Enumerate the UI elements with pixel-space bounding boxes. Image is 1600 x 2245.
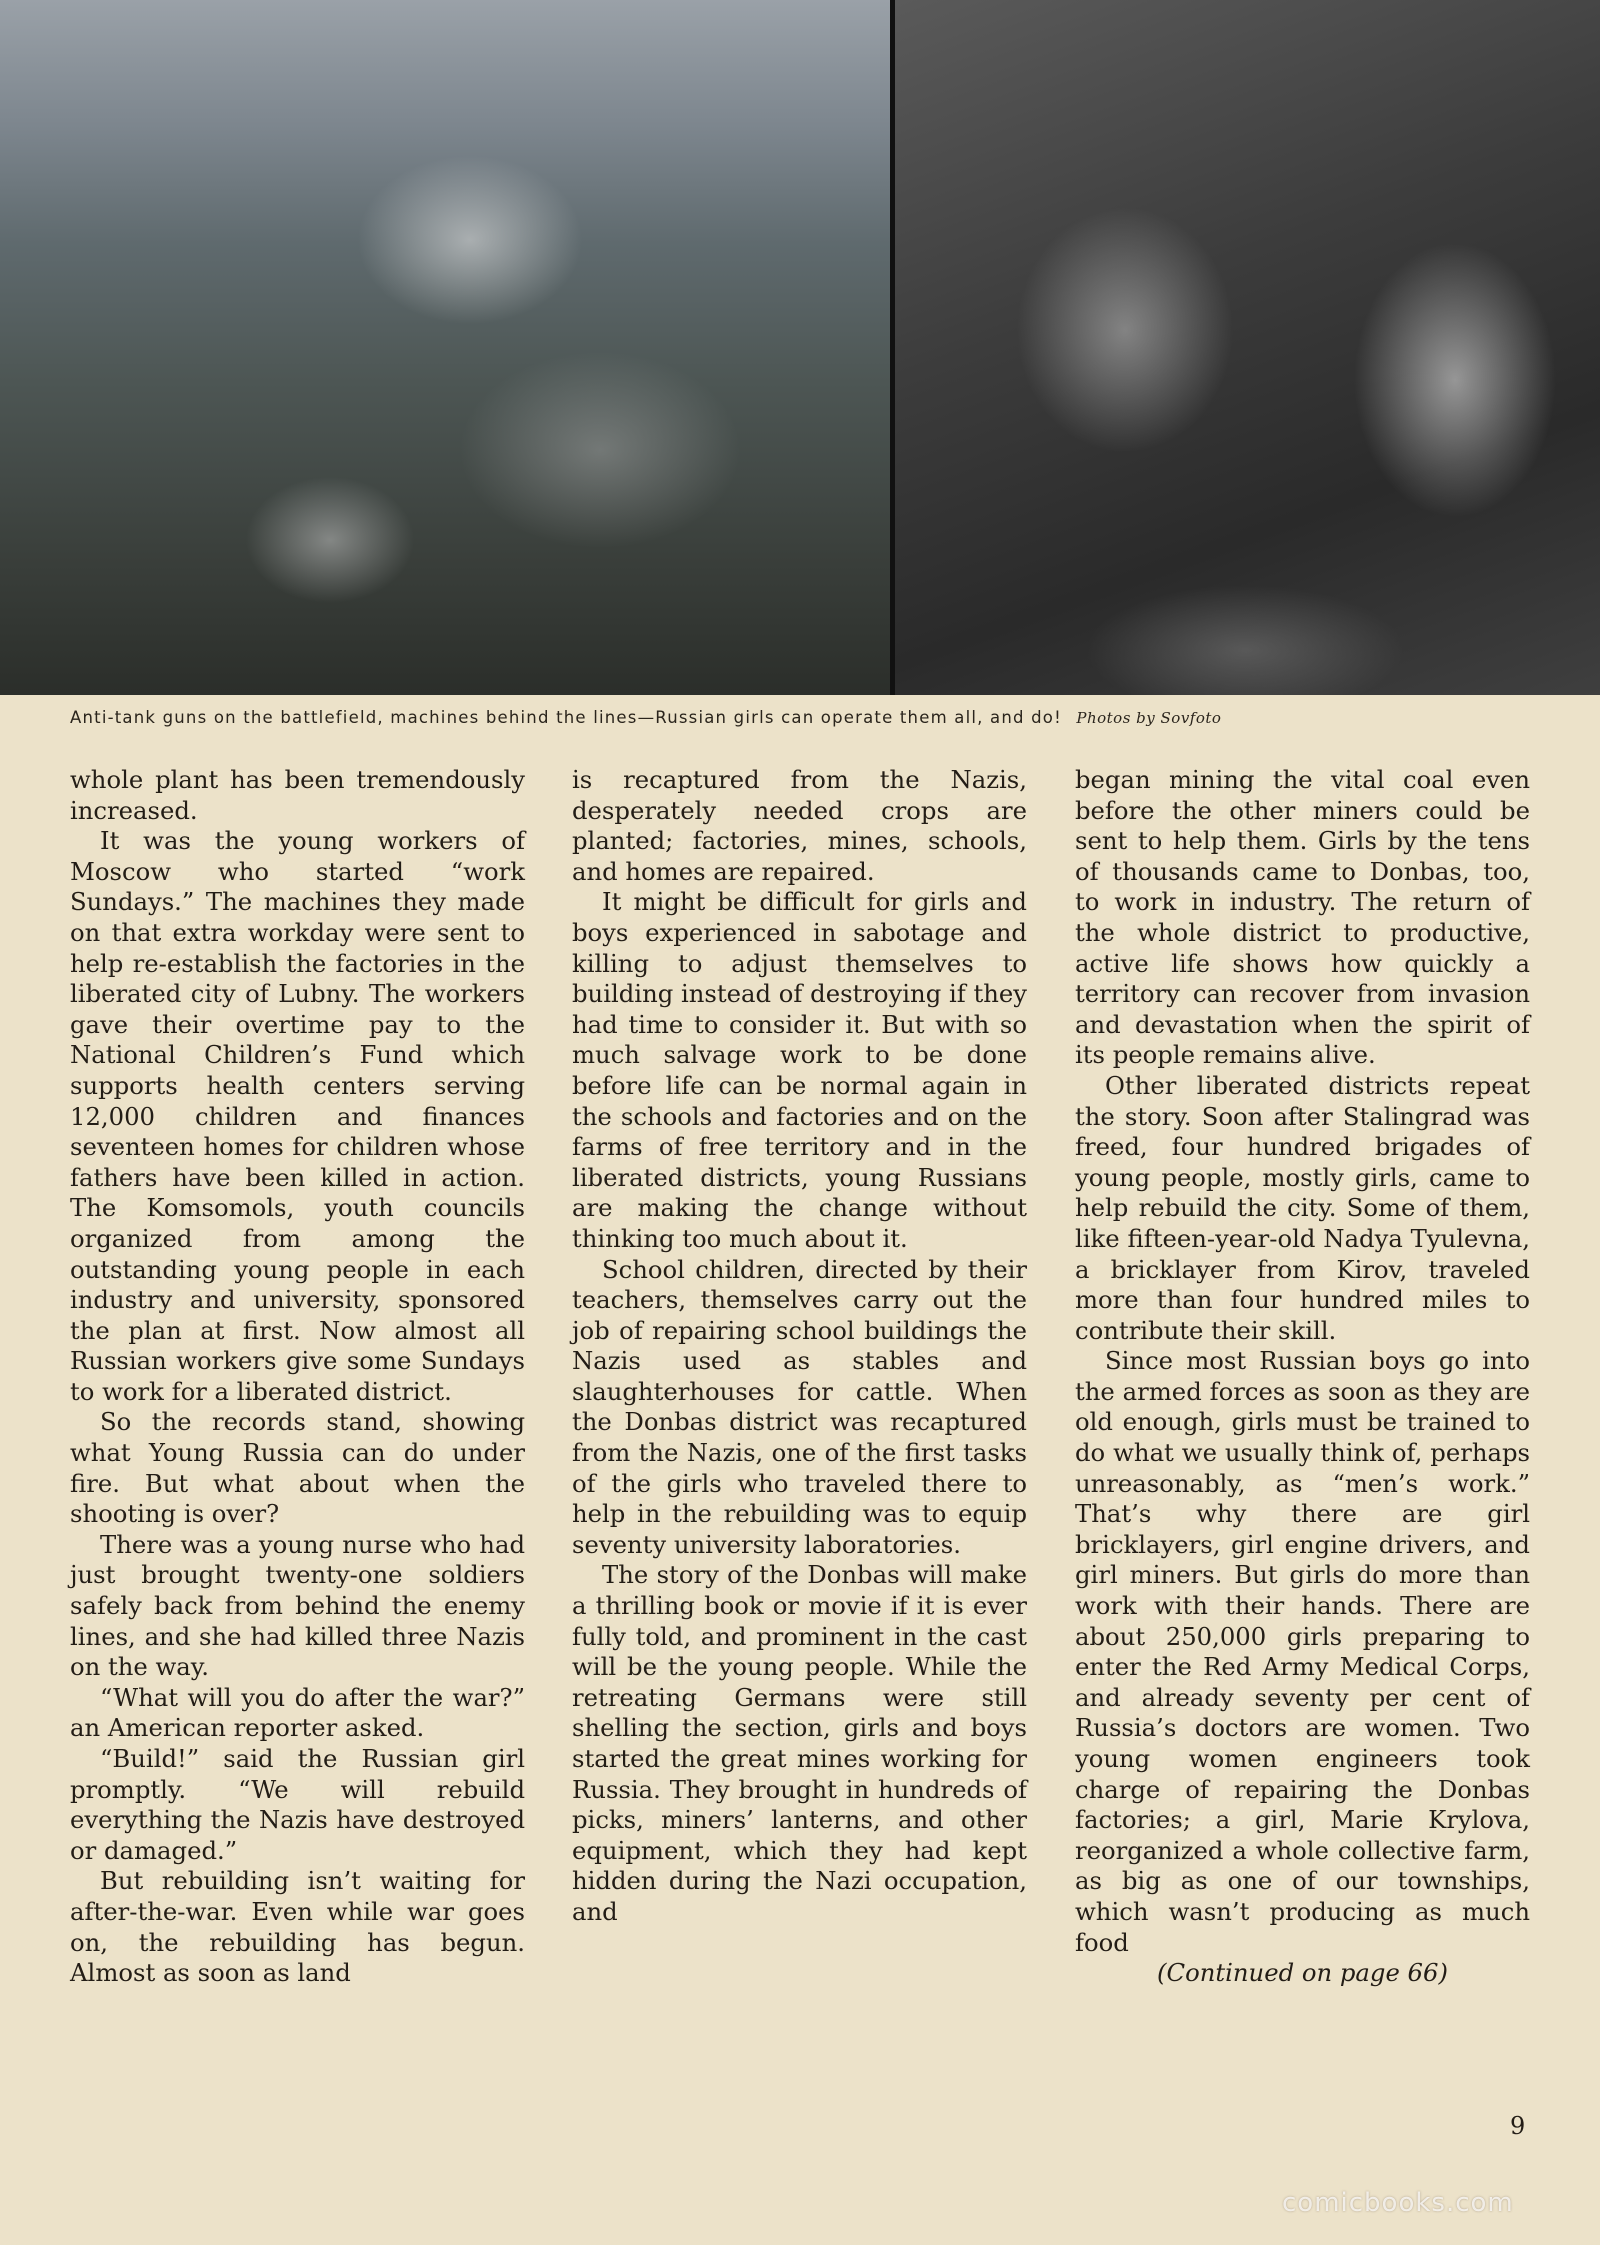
paragraph: Other liberated districts repeat the story. Soon after Stalingrad was freed, four hundred brigades of young people, mostly girls, came to help rebuild the city. Some of them, like fifteen-year-old Nadya Tyulevna, a bricklayer from Kirov, traveled more than four hundred miles to contribute their skill. — [1075, 1070, 1530, 1345]
paragraph: So the records stand, showing what Young Russia can do under fire. But what about when the shooting is over? — [70, 1407, 525, 1529]
paragraph: Since most Russian boys go into the armed forces as soon as they are old enough, girls must be trained to do what we usually think of, perhaps unreasonably, as “men’s work.” That’s why there are girl bricklayers, girl engine drivers, and girl miners. But girls do more than work with their hands. There are about 250,000 girls preparing to enter the Red Army Medical Corps, and already seventy per cent of Russia’s doctors are women. Two young women engineers took charge of repairing the Donbas factories; a girl, Marie Krylova, reorganized a whole collective farm, as big as one of our townships, which wasn’t producing as much food — [1075, 1346, 1530, 1957]
continued-note: (Continued on page 66) — [1157, 1958, 1448, 1988]
text-column-1 — [70, 765, 525, 1989]
paragraph: began mining the vital coal even before the other miners could be sent to help them. Girls by the tens of thousands came to Donbas, too, to work in industry. The return of the whole district to productive, active life shows how quickly a territory can recover from invasion and devastation when the spirit of its people remains alive. — [1075, 765, 1530, 1070]
paragraph: is recaptured from the Nazis, desperately needed crops are planted; factories, mines, schools, and homes are repaired. — [572, 765, 1027, 886]
page-number: 9 — [1510, 2112, 1526, 2140]
paragraph: “What will you do after the war?” an American reporter asked. — [70, 1682, 525, 1743]
paragraph: The story of the Donbas will make a thrilling book or movie if it is ever fully told, and prominent in the cast will be the young people. While the retreating Germans were still shelling the section, girls and boys started the great mines working for Russia. They brought in hundreds of picks, miners’ lanterns, and other equipment, which they had kept hidden during the Nazi occupation, and — [572, 1560, 1027, 1926]
paragraph: It was the young workers of Moscow who started “work Sundays.” The machines they made on that extra workday were sent to help re-establish the factories in the liberated city of Lubny. The workers gave their overtime pay to the National Children’s Fund which supports health centers serving 12,000 children and finances seventeen homes for children whose fathers have been killed in action. The Komsomols, youth councils organized from among the outstanding young people in each industry and university, sponsored the plan at first. Now almost all Russian workers give some Sundays to work for a liberated district. — [70, 826, 525, 1406]
paragraph: It might be difficult for girls and boys experienced in sabotage and killing to adjust themselves to building instead of destroying if they had time to consider it. But with so much salvage work to be done before life can be normal again in the schools and factories and on the farms of free territory and in the liberated districts, young Russians are making the change without thinking too much about it. — [572, 887, 1027, 1253]
photo-strip — [0, 0, 1600, 695]
site-watermark: comicbooks.com — [1282, 2188, 1514, 2218]
photo-girls-at-machines — [895, 0, 1600, 695]
photo-credit: Photos by Sovfoto — [1076, 709, 1222, 727]
photo-caption — [70, 708, 1530, 727]
paragraph: whole plant has been tremendously increased. — [70, 765, 525, 825]
paragraph: School children, directed by their teachers, themselves carry out the job of repairing school buildings the Nazis used as stables and slaughterhouses for cattle. When the Donbas district was recaptured from the Nazis, one of the first tasks of the girls who traveled there to help in the rebuilding was to equip seventy university laboratories. — [572, 1254, 1027, 1559]
photo-youths-with-machine-gun — [0, 0, 890, 695]
text-column-2 — [572, 765, 1027, 1928]
text-column-3 — [1075, 765, 1530, 1989]
paragraph: But rebuilding isn’t waiting for after-the-war. Even while war goes on, the rebuilding has begun. Almost as soon as land — [70, 1866, 525, 1988]
paragraph: “Build!” said the Russian girl promptly. “We will rebuild everything the Nazis have destroyed or damaged.” — [70, 1744, 525, 1865]
paragraph: There was a young nurse who had just brought twenty-one soldiers safely back from behind the enemy lines, and she had killed three Nazis on the way. — [70, 1529, 525, 1682]
caption-text: Anti-tank guns on the battlefield, machines behind the lines—Russian girls can operate them all, and do! — [70, 708, 1062, 727]
